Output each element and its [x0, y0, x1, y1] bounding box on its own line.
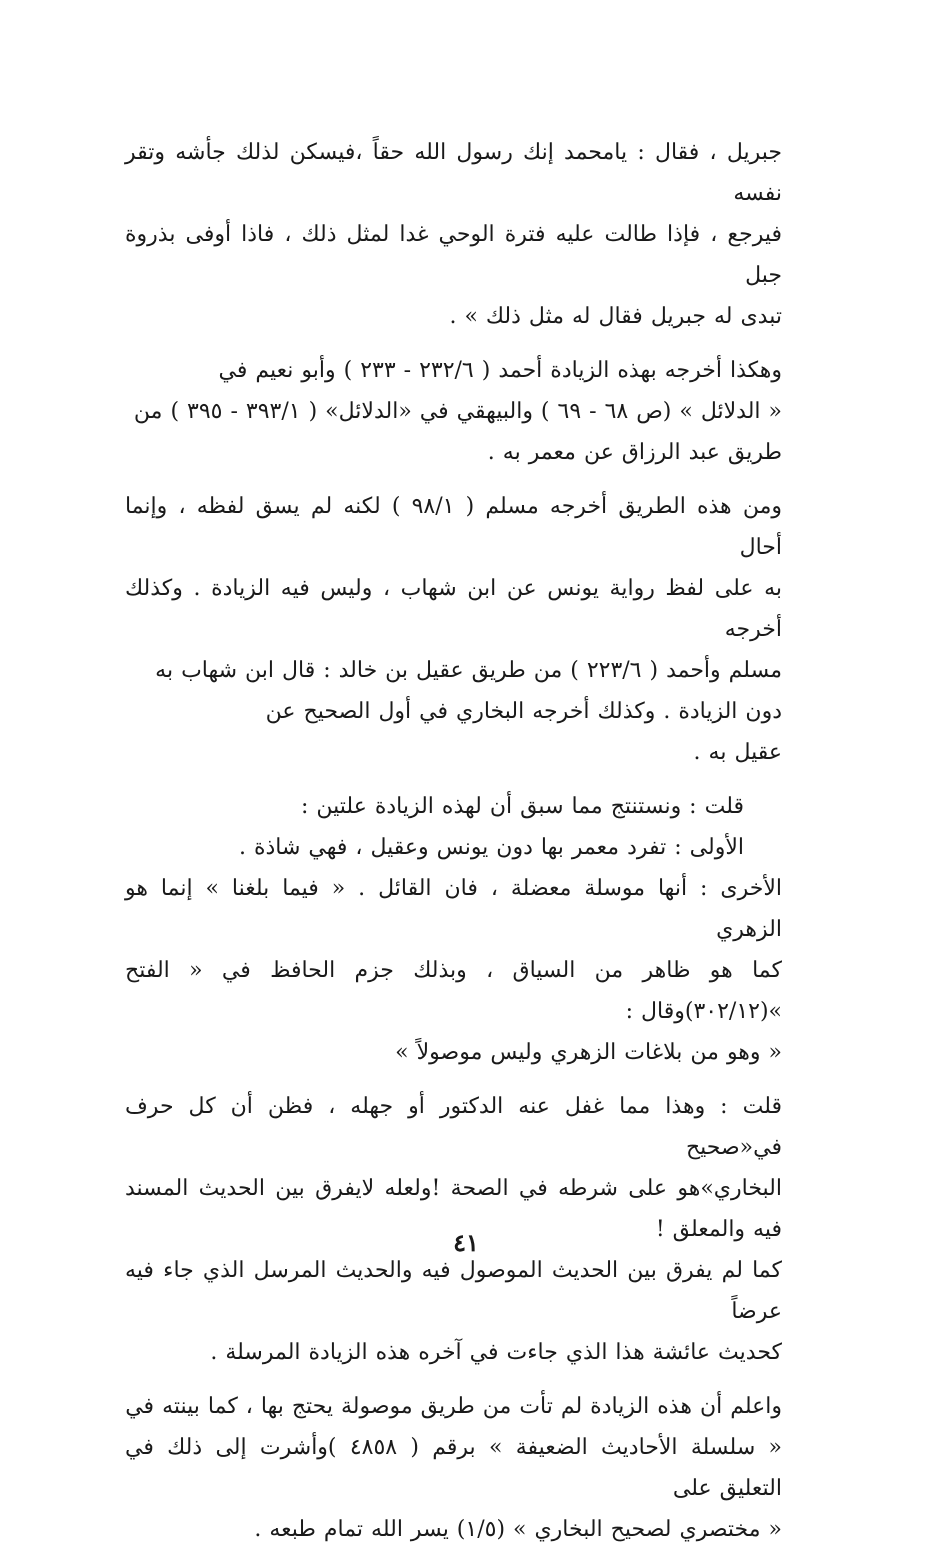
- paragraph-5: [125, 827, 782, 868]
- text-line: قلت : وهذا مما غفل عنه الدكتور أو جهله ، فظن أن كل حرف في«صحيح: [125, 1094, 782, 1160]
- text-line: « مختصري لصحيح البخاري » (١/٥) يسر الله تمام طبعه .: [254, 1517, 782, 1542]
- text-line: واعلم أن هذه الزيادة لم تأت من طريق موصولة يحتج بها ، كما بينته في: [125, 1394, 782, 1419]
- page-number: ٤١: [453, 1228, 479, 1257]
- text-line: قلت : ونستنتج مما سبق أن لهذه الزيادة علتين :: [300, 794, 744, 819]
- text-line: وهكذا أخرجه بهذه الزيادة أحمد ( ٢٣٢/٦ - ٢٣٣ ) وأبو نعيم في: [218, 358, 782, 383]
- text-line: مسلم وأحمد ( ٢٢٣/٦ ) من طريق عقيل بن خالد : قال ابن شهاب به: [155, 658, 782, 683]
- text-line: الأولى : تفرد معمر بها دون يونس وعقيل ، فهي شاذة .: [238, 835, 744, 860]
- text-line: كحديث عائشة هذا الذي جاءت في آخره هذه الزيادة المرسلة .: [210, 1340, 782, 1365]
- paragraph-6: [125, 868, 782, 1073]
- text-line: عقيل به .: [693, 740, 782, 765]
- text-line: تبدى له جبريل فقال له مثل ذلك » .: [449, 304, 782, 329]
- text-line: « الدلائل » (ص ٦٨ - ٦٩ ) والبيهقي في «الدلائل» ( ٣٩٣/١ - ٣٩٥ ) من: [133, 399, 782, 424]
- text-line: كما هو ظاهر من السياق ، وبذلك جزم الحافظ في « الفتح »(٣٠٢/١٢)وقال :: [125, 958, 782, 1024]
- text-line: « وهو من بلاغات الزهري وليس موصولاً »: [395, 1040, 782, 1065]
- text-line: جبريل ، فقال : يامحمد إنك رسول الله حقاً ،فيسكن لذلك جأشه وتقر نفسه: [125, 140, 782, 206]
- text-line: به على لفظ رواية يونس عن ابن شهاب ، وليس فيه الزيادة . وكذلك أخرجه: [125, 576, 782, 642]
- text-line: الأخرى : أنها موسلة معضلة ، فان القائل . « فيما بلغنا » إنما هو الزهري: [125, 876, 782, 942]
- text-line: دون الزيادة . وكذلك أخرجه البخاري في أول الصحيح عن: [265, 699, 782, 724]
- paragraph-2: [125, 350, 782, 473]
- paragraph-3: [125, 486, 782, 773]
- text-line: كما لم يفرق بين الحديث الموصول فيه والحديث المرسل الذي جاء فيه عرضاً: [125, 1258, 782, 1324]
- text-line: « سلسلة الأحاديث الضعيفة » برقم ( ٤٨٥٨ )وأشرت إلى ذلك في التعليق على: [125, 1435, 782, 1501]
- paragraph-1: [125, 132, 782, 337]
- text-line: ومن هذه الطريق أخرجه مسلم ( ٩٨/١ ) لكنه لم يسق لفظه ، وإنما أحال: [125, 494, 782, 560]
- page-body: [125, 132, 782, 1550]
- paragraph-8: [125, 1386, 782, 1550]
- paragraph-4: [125, 786, 782, 827]
- text-line: فيرجع ، فإذا طالت عليه فترة الوحي غدا لمثل ذلك ، فاذا أوفى بذروة جبل: [125, 222, 782, 288]
- text-line: طريق عبد الرزاق عن معمر به .: [487, 440, 782, 465]
- text-line: البخاري»هو على شرطه في الصحة !ولعله لايفرق بين الحديث المسند فيه والمعلق !: [125, 1176, 782, 1242]
